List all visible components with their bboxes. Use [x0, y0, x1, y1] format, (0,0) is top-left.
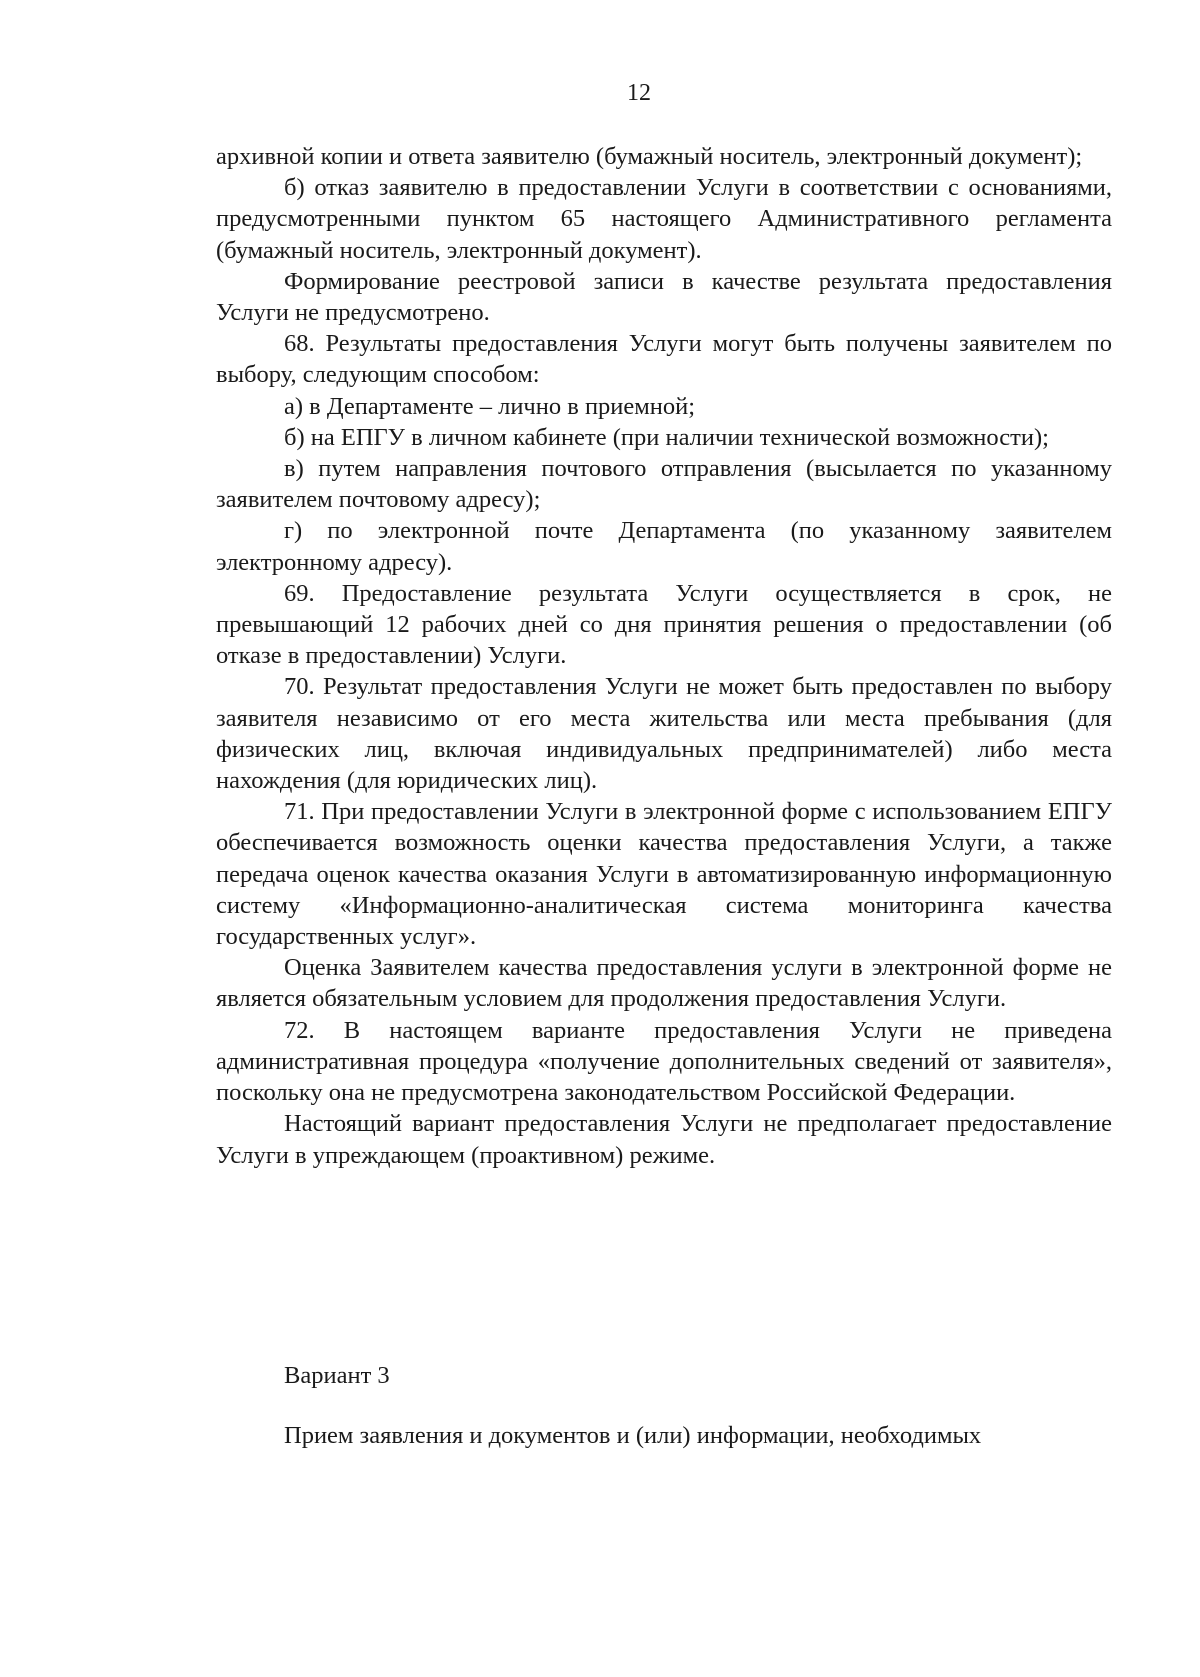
- paragraph-68: 68. Результаты предоставления Услуги могут быть получены заявителем по выбору, следующим способом:: [216, 330, 1112, 389]
- paragraph-72: 72. В настоящем варианте предоставления Услуги не приведена административная процедура «получение дополнительных сведений от заявителя», поскольку она не предусмотрена законодательством Российской Федерации.: [216, 1016, 1112, 1107]
- paragraph-68-g: г) по электронной почте Департамента (по указанному заявителем электронному адресу).: [216, 517, 1112, 576]
- paragraph-70: 70. Результат предоставления Услуги не может быть предоставлен по выбору заявителя независимо от его места жительства или места пребывания (для физических лиц, включая индивидуальных предпринимателей) либо места нахождения (для юридических лиц).: [216, 673, 1112, 795]
- paragraph-68-v: в) путем направления почтового отправления (высылается по указанному заявителем почтовому адресу);: [216, 455, 1112, 514]
- paragraph-proactive-mode: Настоящий вариант предоставления Услуги не предполагает предоставление Услуги в упреждающем (проактивном) режиме.: [216, 1110, 1112, 1169]
- variant-heading: Вариант 3: [284, 1362, 390, 1389]
- paragraph-71: 71. При предоставлении Услуги в электронной форме с использованием ЕПГУ обеспечивается возможность оценки качества предоставления Услуги, а также передача оценок качества оказания Услуги в автоматизированную информационную систему «Информационно-аналитическая система мониторинга качества государственных услуг».: [216, 798, 1112, 951]
- document-body: [216, 141, 1112, 1171]
- paragraph-68-a: а) в Департаменте – лично в приемной;: [284, 392, 696, 420]
- paragraph-68-b: б) на ЕПГУ в личном кабинете (при наличии технической возможности);: [284, 423, 1049, 451]
- page-number: 12: [627, 80, 651, 106]
- paragraph-quality-assessment: Оценка Заявителем качества предоставления услуги в электронной форме не является обязательным условием для продолжения предоставления Услуги.: [216, 954, 1112, 1013]
- section-heading: Прием заявления и документов и (или) информации, необходимых: [284, 1422, 982, 1449]
- paragraph-archive-copy: архивной копии и ответа заявителю (бумажный носитель, электронный документ);: [216, 143, 1083, 170]
- paragraph-refusal: б) отказ заявителю в предоставлении Услуги в соответствии с основаниями, предусмотренными пунктом 65 настоящего Административного регламента (бумажный носитель, электронный документ).: [216, 174, 1112, 264]
- paragraph-69: 69. Предоставление результата Услуги осуществляется в срок, не превышающий 12 рабочих дней со дня принятия решения о предоставлении (об отказе в предоставлении) Услуги.: [216, 579, 1112, 670]
- paragraph-registry-record: Формирование реестровой записи в качестве результата предоставления Услуги не предусмотрено.: [216, 267, 1112, 327]
